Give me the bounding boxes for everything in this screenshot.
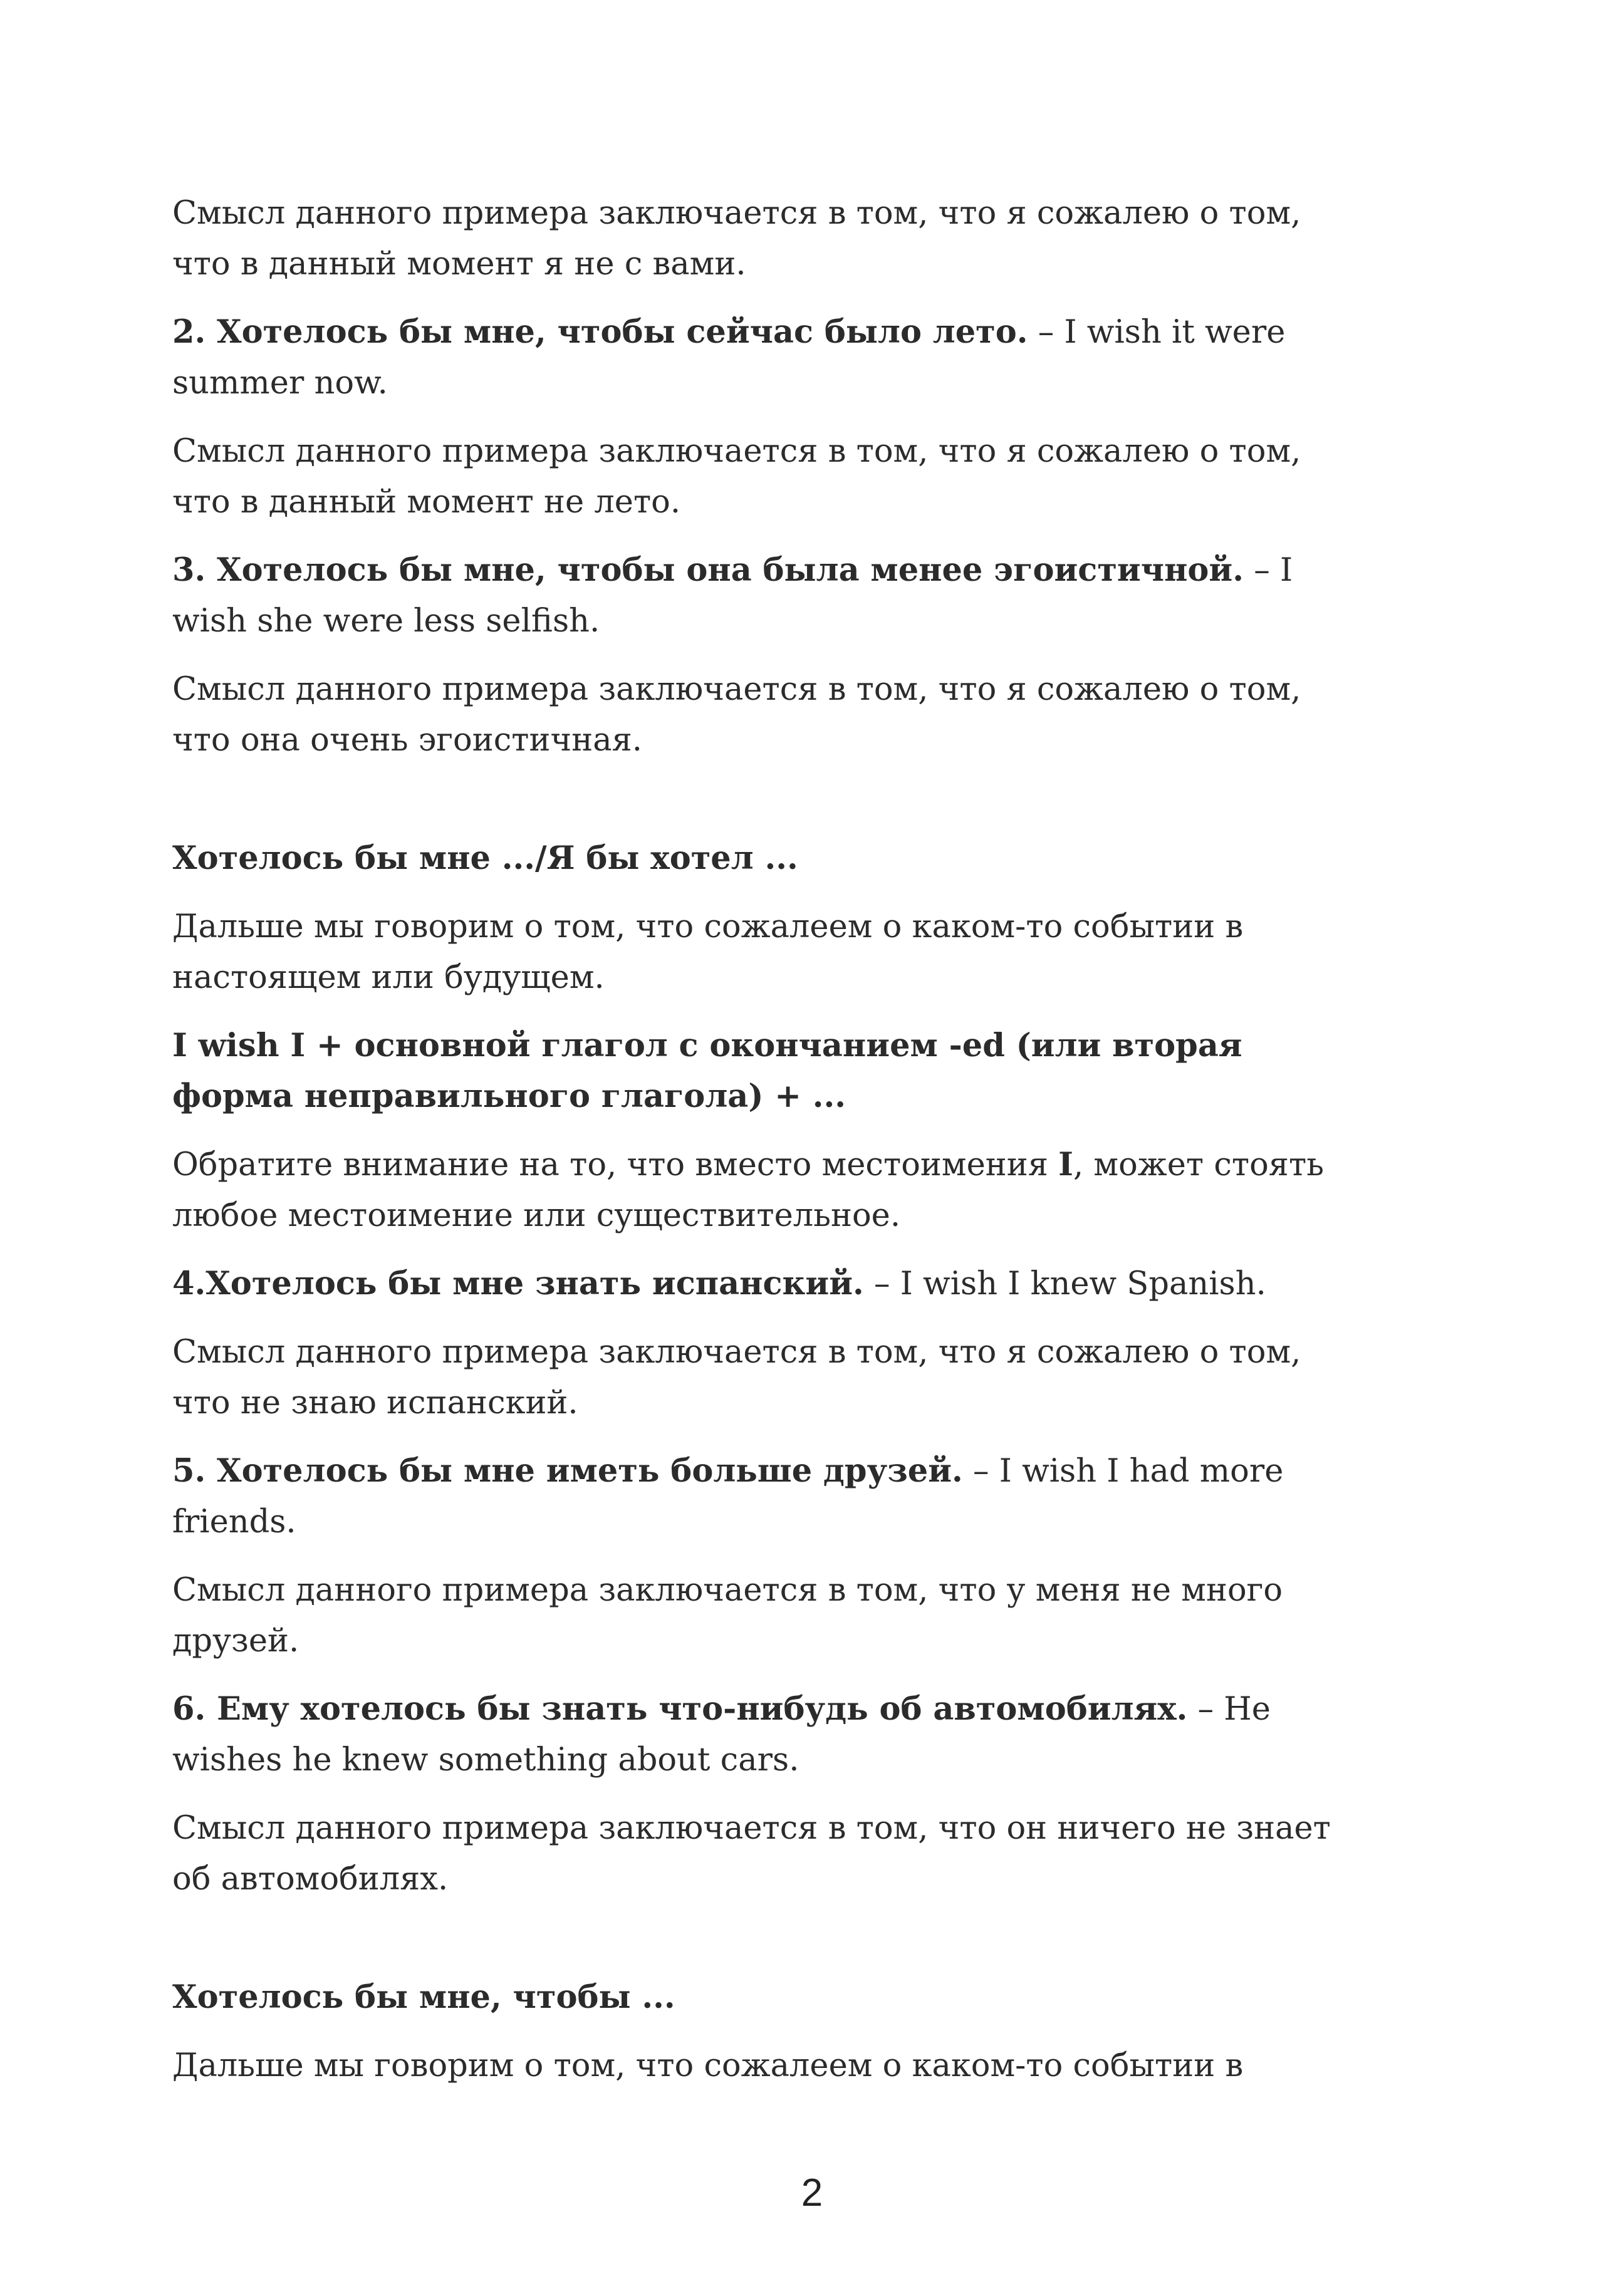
explanation-paragraph: Смысл данного примера заключается в том, что он ничего не знает об автомобилях. — [172, 1810, 1331, 1898]
section-heading: Хотелось бы мне .../Я бы хотел ... — [172, 839, 798, 877]
example-2-russian: 2. Хотелось бы мне, чтобы сейчас было лето. — [172, 313, 1028, 351]
example-6-russian: 6. Ему хотелось бы знать что-нибудь об автомобилях. — [172, 1690, 1188, 1728]
example-3-russian: 3. Хотелось бы мне, чтобы она была менее эгоистичной. — [172, 551, 1244, 589]
example-6-english: – He wishes he knew something about cars. — [172, 1691, 1271, 1779]
document-page — [172, 188, 1363, 2109]
example-4-russian: 4.Хотелось бы мне знать испанский. — [172, 1265, 864, 1302]
example-5 — [172, 1446, 1363, 1547]
example-4-english: – I wish I knew Spanish. — [863, 1265, 1266, 1302]
grammar-formula: I wish I + основной глагол с окончанием -ed (или вторая форма неправильного глагола) + ... — [172, 1027, 1242, 1115]
explanation-paragraph: Смысл данного примера заключается в том, что я сожалею о том, что в данный момент не лето. — [172, 433, 1301, 521]
example-5-russian: 5. Хотелось бы мне иметь больше друзей. — [172, 1452, 963, 1490]
explanation-paragraph: Смысл данного примера заключается в том, что я сожалею о том, что не знаю испанский. — [172, 1334, 1301, 1421]
explanation-paragraph: Смысл данного примера заключается в том, что я сожалею о том, что она очень эгоистичная. — [172, 671, 1301, 759]
section-spacer — [172, 783, 1363, 833]
example-3 — [172, 545, 1363, 647]
example-3-english: – I wish she were less selfish. — [172, 552, 1293, 640]
intro-paragraph: Дальше мы говорим о том, что сожалеем о каком-то событии в — [172, 2047, 1244, 2084]
note-pronoun: I — [1058, 1146, 1073, 1183]
example-5-english: – I wish I had more friends. — [172, 1453, 1284, 1540]
note-text-start: Обратите внимание на то, что вместо местоимения — [172, 1146, 1059, 1183]
example-2-english: – I wish it were summer now. — [172, 314, 1286, 402]
explanation-paragraph: Смысл данного примера заключается в том, что у меня не много друзей. — [172, 1572, 1283, 1660]
example-2 — [172, 307, 1363, 408]
section-heading: Хотелось бы мне, чтобы ... — [172, 1978, 675, 2016]
example-6 — [172, 1684, 1363, 1785]
intro-paragraph: Дальше мы говорим о том, что сожалеем о каком-то событии в настоящем или будущем. — [172, 908, 1244, 996]
note-paragraph — [172, 1140, 1363, 1241]
note-text-end: , может стоять любое местоимение или существительное. — [172, 1146, 1324, 1234]
example-4 — [172, 1259, 1363, 1309]
page-number: 2 — [801, 2171, 823, 2215]
section-spacer — [172, 1922, 1363, 1972]
explanation-paragraph: Смысл данного примера заключается в том, что я сожалею о том, что в данный момент я не с вами. — [172, 195, 1301, 283]
